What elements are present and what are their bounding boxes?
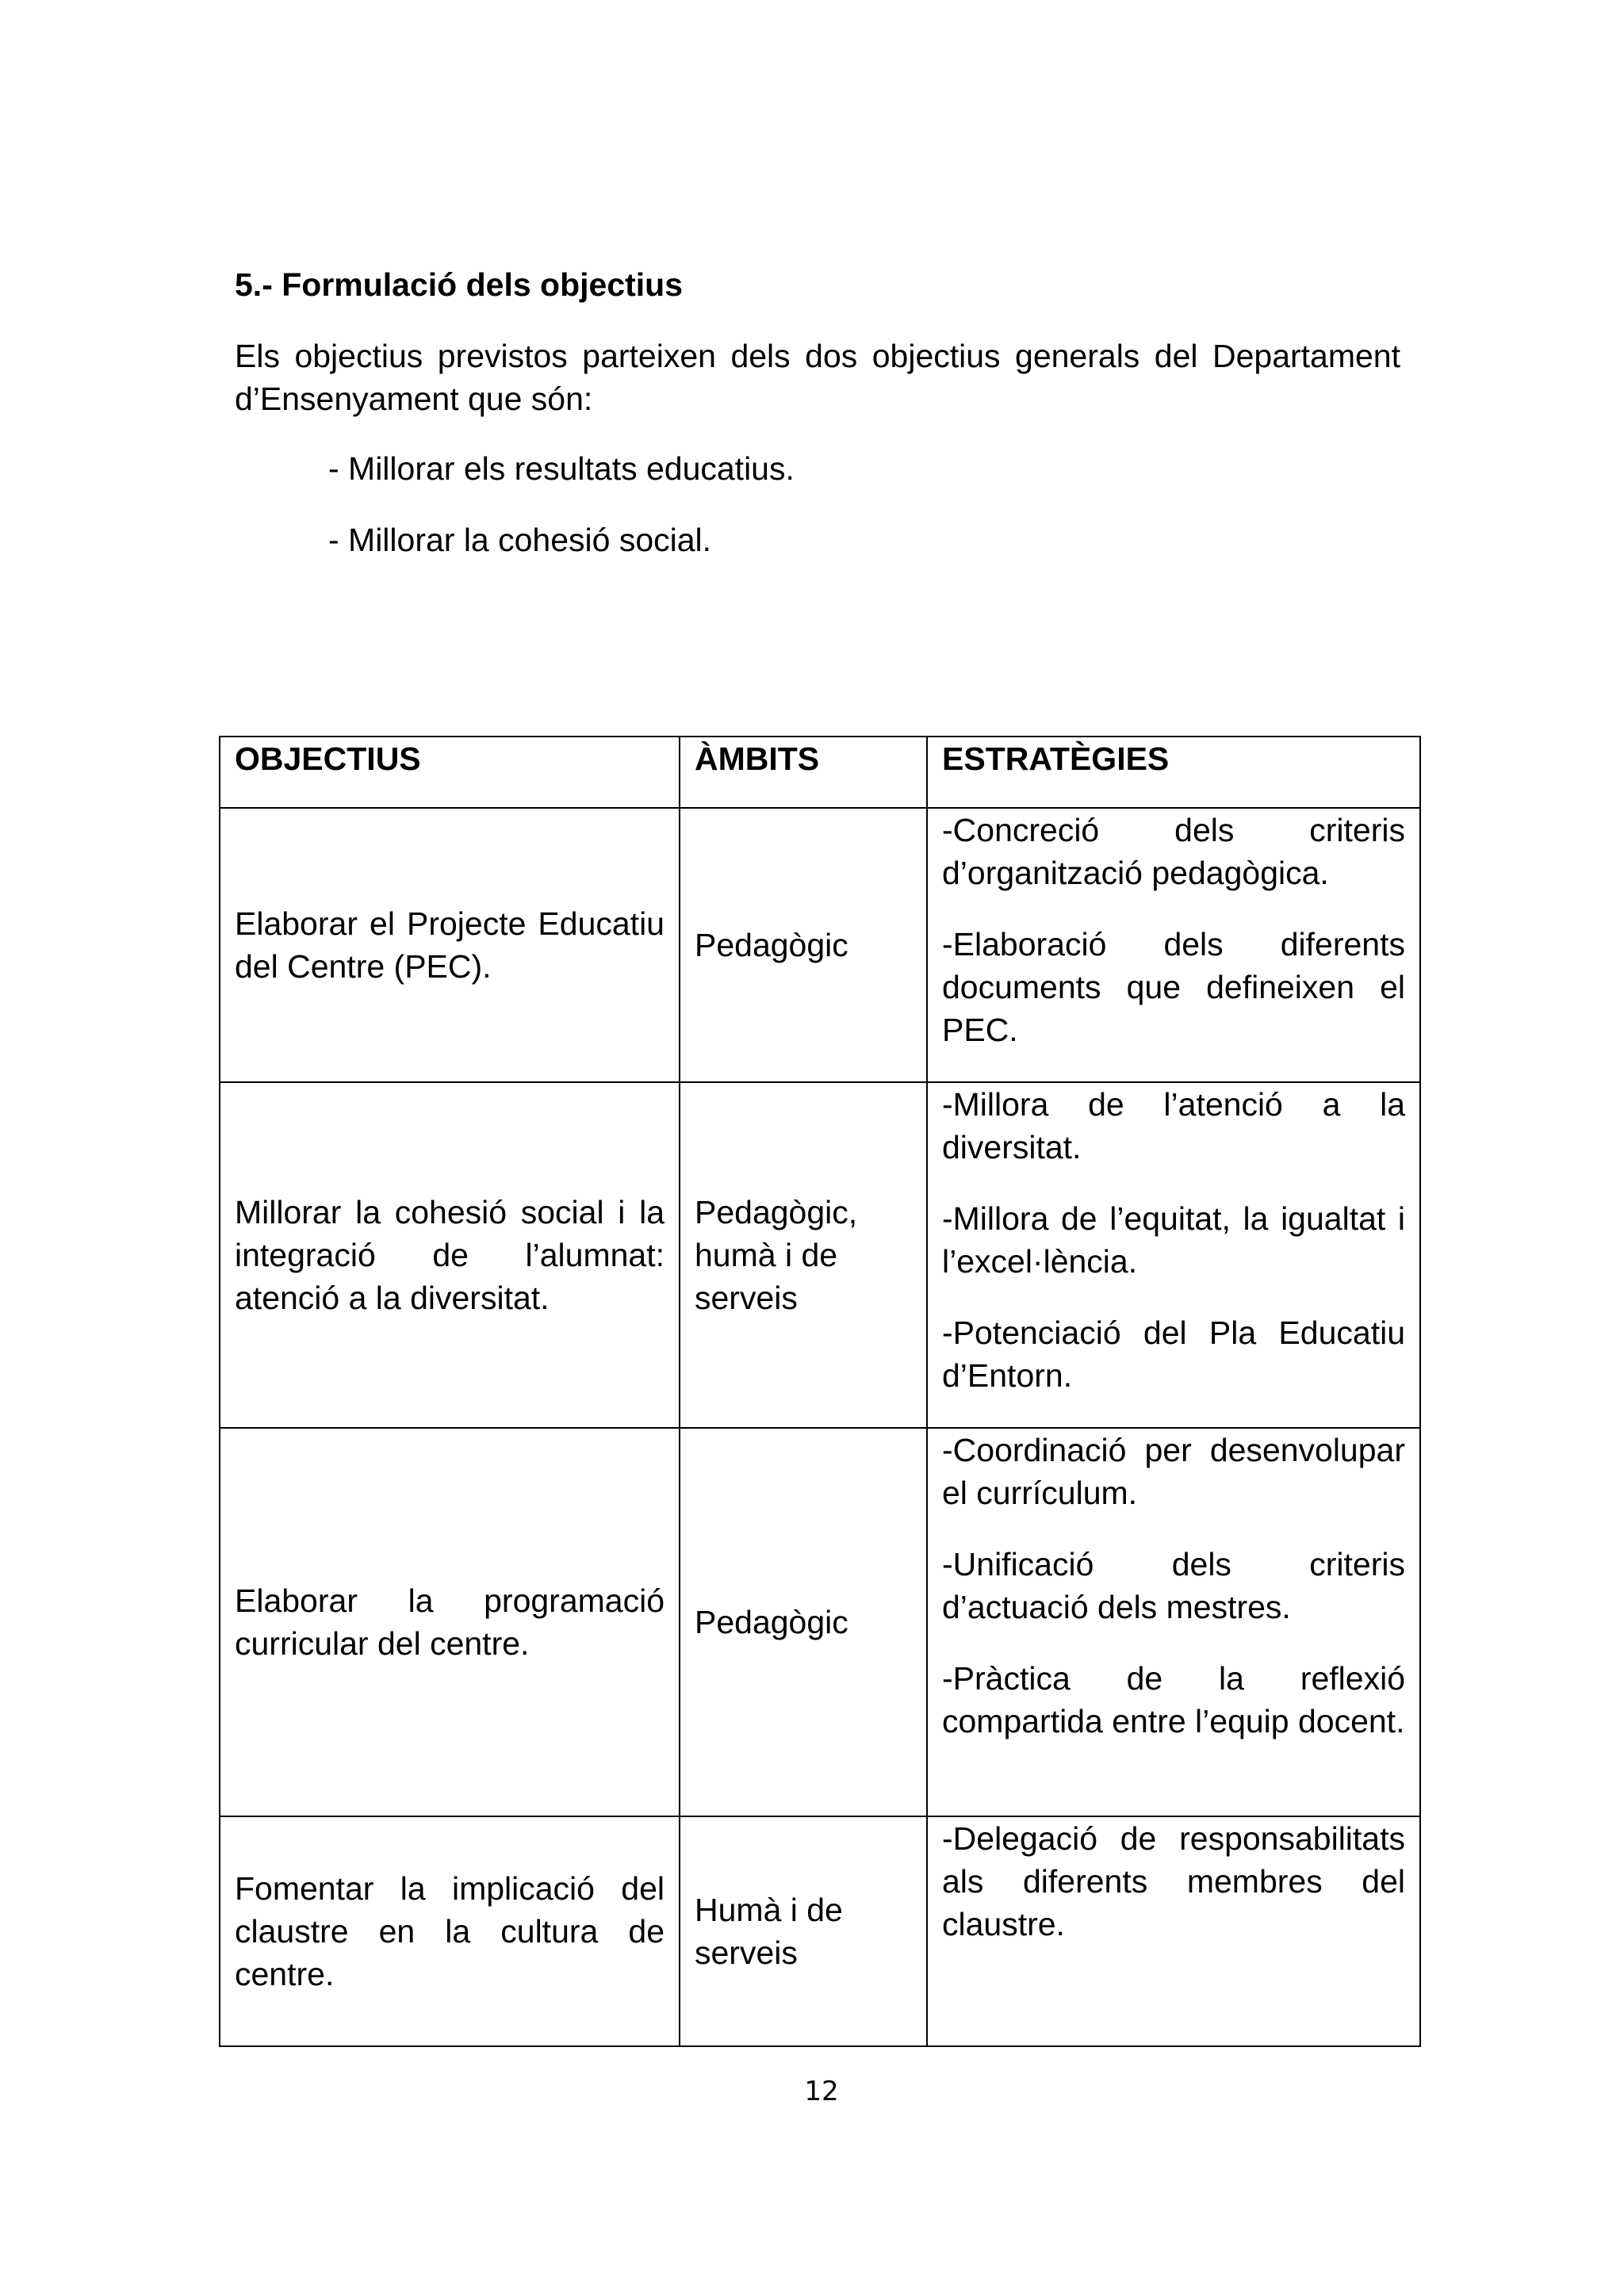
scope-cell: Pedagògic [680,1428,927,1816]
table-row [220,1816,1420,2046]
strategy-item: -Delegació de responsabilitats als diferents membres del claustre. [942,1820,1405,1942]
general-goals-list [328,447,795,590]
scope-cell: Pedagògic [680,808,927,1082]
header-objectives: OBJECTIUS [220,737,680,808]
strategy-item: -Potenciació del Pla Educatiu d’Entorn. [942,1314,1405,1394]
strategies-cell [927,1816,1420,2046]
strategy-item: -Elaboració dels diferents documents que defineixen el PEC. [942,926,1405,1048]
strategy-item: -Unificació dels criteris d’actuació dels mestres. [942,1546,1405,1625]
header-scopes: ÀMBITS [680,737,927,808]
general-goal-item: - Millorar els resultats educatius. [328,450,795,487]
intro-paragraph: Els objectius previstos parteixen dels dos objectius generals del Departament d’Ensenyament que són: [235,338,1400,417]
scope-cell: Humà i de serveis [680,1816,927,2046]
objective-cell: Elaborar la programació curricular del centre. [220,1428,680,1816]
table-row [220,808,1420,1082]
general-goal-item: - Millorar la cohesió social. [328,522,712,558]
strategy-item: -Coordinació per desenvolupar el currículum. [942,1432,1405,1511]
objective-cell: Millorar la cohesió social i la integració de l’alumnat: atenció a la diversitat. [220,1082,680,1428]
strategy-item: -Millora de l’atenció a la diversitat. [942,1086,1405,1165]
objective-cell: Fomentar la implicació del claustre en la cultura de centre. [220,1816,680,2046]
objective-cell: Elaborar el Projecte Educatiu del Centre (PEC). [220,808,680,1082]
objectives-table [219,736,1421,2047]
strategies-cell [927,1082,1420,1428]
page-number: 12 [804,2076,839,2107]
table-row [220,1428,1420,1816]
strategy-item: -Millora de l’equitat, la igualtat i l’excel·lència. [942,1200,1405,1280]
header-strategies: ESTRATÈGIES [927,737,1420,808]
strategy-item: -Concreció dels criteris d’organització pedagògica. [942,812,1405,891]
table-header-row [220,737,1420,808]
section-heading: 5.- Formulació dels objectius [235,266,684,303]
table-row [220,1082,1420,1428]
strategy-item: -Pràctica de la reflexió compartida entre l’equip docent. [942,1660,1405,1739]
scope-cell: Pedagògic, humà i de serveis [680,1082,927,1428]
strategies-cell [927,808,1420,1082]
strategies-cell [927,1428,1420,1816]
